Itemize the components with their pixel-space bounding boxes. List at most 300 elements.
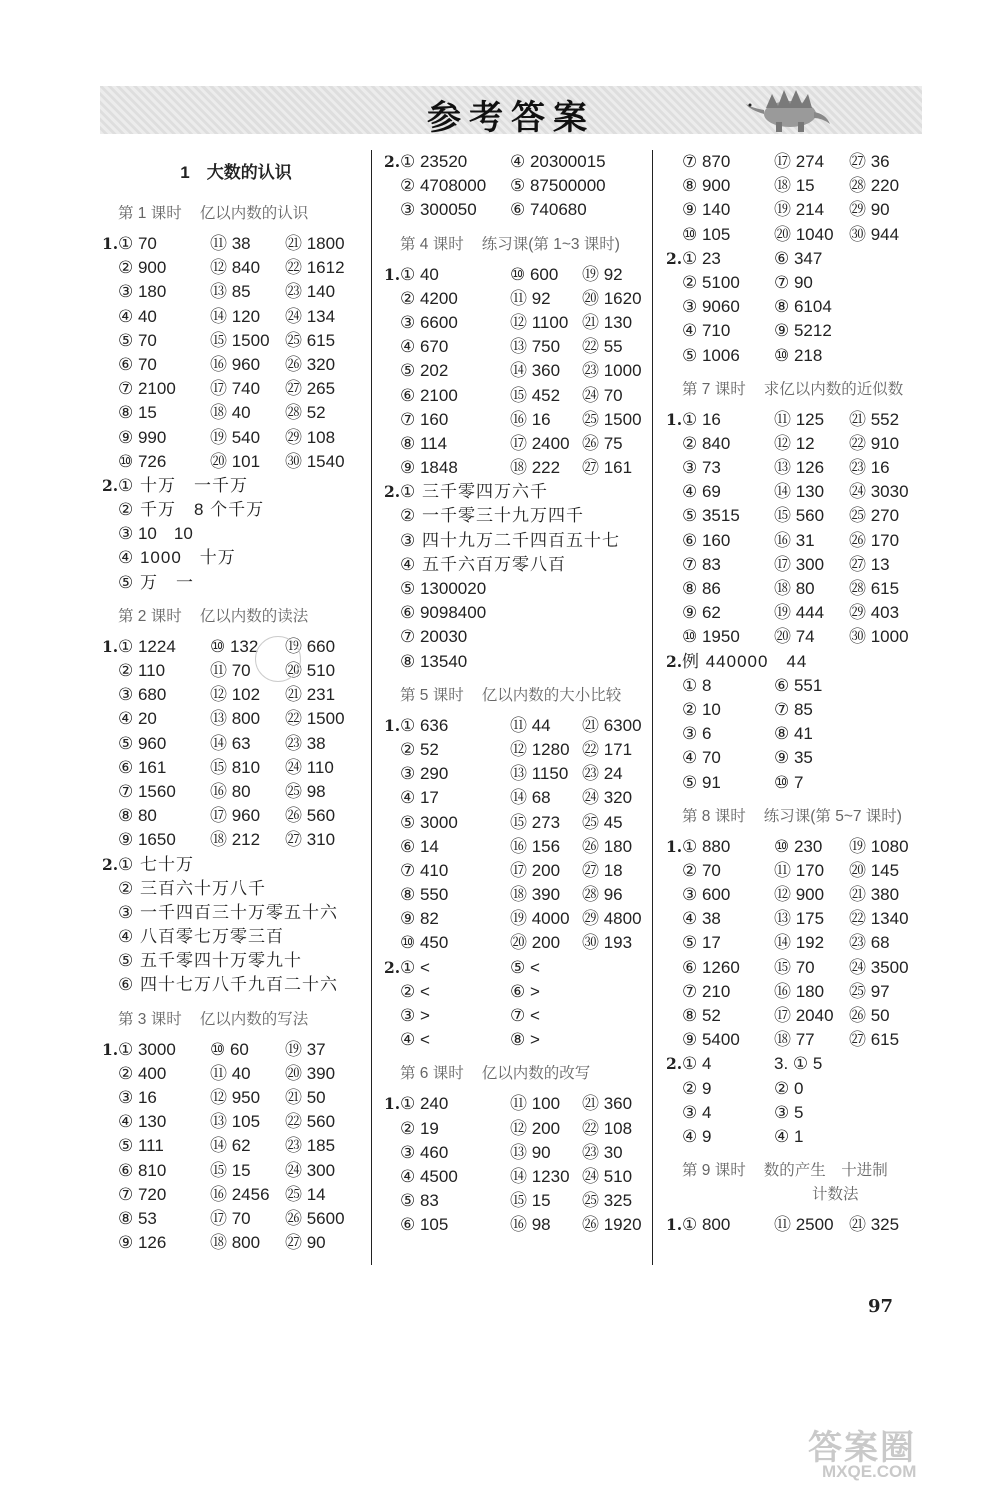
answer-item: ㉗ 310 xyxy=(285,830,336,850)
question-number: 1. xyxy=(666,409,683,429)
answer-item: ⑬ 1150 xyxy=(510,764,569,784)
answer-row xyxy=(382,553,654,577)
answer-item: ⑦ 410 xyxy=(400,860,449,880)
answer-item: ④ 38 xyxy=(682,909,721,929)
section-heading: 1 大数的认识 xyxy=(180,163,292,182)
answer-item: ⑦ 870 xyxy=(682,152,731,171)
answer-item: ⑥ 14 xyxy=(400,836,439,856)
answer-item: ② 19 xyxy=(400,1118,439,1138)
watermark-logo: 答案圈 xyxy=(808,1429,916,1467)
answer-item: ⑬ 126 xyxy=(774,458,825,478)
answer-item: ① 8 xyxy=(682,675,712,695)
answer-row xyxy=(100,377,372,401)
answer-item: ⑳ 101 xyxy=(210,451,261,471)
answer-row xyxy=(382,287,654,311)
answer-row xyxy=(382,956,654,980)
answer-item: ② < xyxy=(400,981,430,1001)
answer-item: ㉓ 140 xyxy=(285,282,336,302)
question-block xyxy=(664,650,936,795)
answer-row xyxy=(382,335,654,359)
answer-row xyxy=(664,883,936,907)
answer-item: ① 1224 xyxy=(118,636,176,656)
lesson-number: 第 3 课时 xyxy=(118,1010,182,1028)
answer-item: ⑤ 3000 xyxy=(400,812,458,832)
answer-row xyxy=(100,1183,372,1207)
answer-item: ② 110 xyxy=(118,661,166,680)
answer-row xyxy=(664,980,936,1004)
answer-item: ⑤ 70 xyxy=(118,330,157,350)
lesson-number: 第 8 课时 xyxy=(682,807,746,825)
answer-item: ⑥ 551 xyxy=(774,675,823,695)
answer-item: ㉕ 1500 xyxy=(582,409,642,429)
answer-row xyxy=(382,1213,654,1237)
answer-row xyxy=(100,546,372,570)
question-number: 1. xyxy=(666,836,683,856)
answer-item: ⑦ 160 xyxy=(400,409,449,429)
answer-item: ⑱ 15 xyxy=(774,176,815,196)
answer-item: ② 9 xyxy=(682,1078,712,1098)
answer-row xyxy=(100,707,372,731)
answer-row xyxy=(664,1028,936,1052)
answer-item: ⑩ 600 xyxy=(510,264,559,284)
question-number: 2. xyxy=(102,475,119,495)
answer-item: ① 七十万 xyxy=(118,854,194,874)
question-number: 1. xyxy=(102,1039,119,1059)
answer-item: ㉔ 110 xyxy=(285,757,334,777)
watermark xyxy=(808,1420,978,1480)
question-block xyxy=(382,1092,654,1237)
answer-item: ⑥ 740680 xyxy=(510,200,587,220)
answer-item: ⑮ 452 xyxy=(510,385,561,405)
answer-item: ② 5100 xyxy=(682,272,740,292)
answer-row xyxy=(382,150,654,174)
answer-item: ⑤ 3515 xyxy=(682,506,740,526)
answer-item: ㉙ 90 xyxy=(849,200,890,220)
answer-item: ⑦ < xyxy=(510,1006,540,1025)
answer-item: ㉘ 52 xyxy=(285,403,326,423)
answer-item: ⑫ 1280 xyxy=(510,739,570,759)
answer-item: ⑧ 80 xyxy=(118,806,157,826)
lesson-heading xyxy=(682,378,936,402)
question-block xyxy=(100,232,372,474)
answer-item: ① 800 xyxy=(682,1215,731,1235)
answer-item: ㉑ 325 xyxy=(849,1215,900,1235)
answer-item: ㉗ 265 xyxy=(285,379,336,399)
answer-item: ⑬ 90 xyxy=(510,1142,551,1162)
lesson-heading xyxy=(682,805,936,829)
answer-row xyxy=(664,859,936,883)
answer-item: ⑲ 660 xyxy=(285,636,336,656)
answer-item: ㉚ 1000 xyxy=(849,627,909,647)
answer-item: ⑦ 90 xyxy=(774,272,813,292)
question-number: 2. xyxy=(384,152,401,171)
answer-item: ㉔ 510 xyxy=(582,1166,633,1186)
question-block xyxy=(664,247,936,368)
answer-column-1 xyxy=(100,150,372,1255)
answer-item: ② 400 xyxy=(118,1063,167,1083)
answer-row xyxy=(382,762,654,786)
answer-item: ⑨ 1650 xyxy=(118,830,176,850)
answer-row xyxy=(382,1117,654,1141)
answer-item: ⑤ 87500000 xyxy=(510,176,606,196)
answer-row xyxy=(100,925,372,949)
answer-item: ⑤ 五千零四十万零九十 xyxy=(118,951,302,971)
answer-row xyxy=(100,522,372,546)
answer-row xyxy=(100,877,372,901)
answer-item: ① 40 xyxy=(400,264,439,284)
answer-item: ⑩ 726 xyxy=(118,451,167,471)
answer-item: ⑯ 960 xyxy=(210,354,261,374)
lesson-number: 第 2 课时 xyxy=(118,607,182,625)
answer-item: ⑯ 156 xyxy=(510,836,561,856)
answer-row xyxy=(664,344,936,368)
answer-item: ⑰ 70 xyxy=(210,1208,251,1228)
answer-item: ⑪ 38 xyxy=(210,234,251,253)
answer-item: ⑥ 810 xyxy=(118,1160,167,1180)
answer-item: ⑪ 40 xyxy=(210,1063,251,1083)
page-title: 参考答案 xyxy=(427,98,595,138)
answer-item: ⑨ 5212 xyxy=(774,321,832,341)
answer-item: ㉖ 1920 xyxy=(582,1215,642,1235)
answer-row xyxy=(100,780,372,804)
answer-item: ① 70 xyxy=(118,234,157,253)
answer-item: ⑬ 750 xyxy=(510,337,561,357)
answer-row xyxy=(100,949,372,973)
answer-row xyxy=(100,256,372,280)
lesson-heading xyxy=(682,1159,936,1207)
answer-item: ③ 6600 xyxy=(400,312,458,332)
answer-item: ㉑ 1800 xyxy=(285,234,345,253)
answer-item: ⑪ 92 xyxy=(510,288,551,308)
answer-row xyxy=(664,931,936,955)
answer-item: ⑦ 1560 xyxy=(118,781,176,801)
answer-item: ③ 10 10 xyxy=(118,524,193,544)
answer-item: ⑫ 1100 xyxy=(510,312,569,332)
answer-row xyxy=(100,973,372,997)
answer-item: ⑫ 200 xyxy=(510,1118,561,1138)
answer-row xyxy=(664,198,936,222)
answer-item: ② 一千零三十九万四千 xyxy=(400,506,584,526)
answer-item: ② 840 xyxy=(682,433,731,453)
answer-item: ⑫ 12 xyxy=(774,433,815,453)
answer-item: ⑯ 80 xyxy=(210,781,251,801)
answer-item: ㉚ 1540 xyxy=(285,451,345,471)
answer-row xyxy=(100,732,372,756)
answer-row xyxy=(664,150,936,174)
answer-row xyxy=(664,480,936,504)
answer-item: ② 52 xyxy=(400,739,439,759)
answer-item: ㉒ 560 xyxy=(285,1112,336,1132)
lesson-title: 亿以内数的认识 xyxy=(199,205,309,222)
answer-item: ㉘ 220 xyxy=(849,176,900,196)
question-number: 2. xyxy=(384,482,401,502)
answer-item: ① 4 xyxy=(682,1054,712,1074)
lesson-heading xyxy=(118,202,372,226)
answer-item: ⑭ 192 xyxy=(774,933,825,953)
answer-item: ㉔ 70 xyxy=(582,385,623,405)
answer-item: ⑭ 62 xyxy=(210,1136,251,1156)
answer-item: ② 10 xyxy=(682,699,721,719)
answer-item: ⑭ 130 xyxy=(774,482,825,502)
answer-item: ⑰ 274 xyxy=(774,152,825,171)
answer-item: ⑱ 212 xyxy=(210,830,261,850)
answer-row xyxy=(382,408,654,432)
answer-item: ④ 69 xyxy=(682,482,721,502)
answer-item: ⑰ 960 xyxy=(210,806,261,826)
answer-row xyxy=(382,650,654,674)
answer-row xyxy=(100,474,372,498)
answer-item: ㉘ 96 xyxy=(582,885,623,905)
answer-row xyxy=(382,384,654,408)
lesson-heading xyxy=(400,684,654,708)
answer-item: ⑳ 74 xyxy=(774,627,815,647)
answer-item: ⑳ 390 xyxy=(285,1063,336,1083)
answer-item: ⑪ 70 xyxy=(210,661,251,680)
question-block xyxy=(664,150,936,247)
answer-item: ⑥ 160 xyxy=(682,530,731,550)
answer-item: ⑩ 218 xyxy=(774,345,823,365)
dinosaur-icon xyxy=(742,80,832,136)
question-number: 2. xyxy=(384,957,401,977)
question-number: 1. xyxy=(102,234,119,253)
answer-row xyxy=(664,295,936,319)
question-block xyxy=(664,408,936,650)
answer-item: ⑤ 960 xyxy=(118,733,167,753)
answer-item: ⑩ 60 xyxy=(210,1039,249,1059)
answer-item: ① 636 xyxy=(400,715,449,735)
answer-item: ① 23 xyxy=(682,248,721,268)
lesson-title: 求亿以内数的近似数 xyxy=(763,380,904,398)
answer-item: ⑲ 37 xyxy=(285,1039,326,1059)
answer-item: ⑤ < xyxy=(510,957,540,977)
answer-row xyxy=(664,674,936,698)
answer-item: ⑧ 6104 xyxy=(774,297,832,317)
answer-row xyxy=(100,853,372,877)
answer-row xyxy=(664,408,936,432)
answer-row xyxy=(382,1092,654,1116)
answer-item: ⑦ 83 xyxy=(682,554,721,574)
answer-item: ⑨ 5400 xyxy=(682,1030,740,1050)
lesson-heading xyxy=(400,233,654,257)
answer-row xyxy=(664,553,936,577)
answer-row xyxy=(100,1231,372,1255)
answer-item: ⑯ 98 xyxy=(510,1215,551,1235)
question-number: 2. xyxy=(666,651,683,671)
answer-row xyxy=(382,907,654,931)
answer-item: ㉙ 403 xyxy=(849,603,900,623)
answer-item: ⑰ 740 xyxy=(210,379,261,399)
answer-item: ③ 73 xyxy=(682,458,721,478)
answer-item: ⑧ 53 xyxy=(118,1208,157,1228)
answer-item: ⑥ 9098400 xyxy=(400,603,487,623)
answer-item: ⑤ 万 一 xyxy=(118,572,194,592)
answer-item: ① < xyxy=(400,957,430,977)
answer-row xyxy=(664,746,936,770)
question-number: 2. xyxy=(666,248,683,268)
answer-item: ④ 五千六百万零八百 xyxy=(400,554,566,574)
answer-item: ⑧ 15 xyxy=(118,403,157,423)
answer-row xyxy=(100,401,372,425)
answer-row xyxy=(382,504,654,528)
answer-row xyxy=(664,907,936,931)
answer-item: ㉒ 1340 xyxy=(849,909,909,929)
answer-item: ② 千万 8 个千万 xyxy=(118,500,265,520)
answer-row xyxy=(664,698,936,722)
watermark-url: MXQE.COM xyxy=(822,1462,917,1481)
answer-item: ㉑ 231 xyxy=(285,685,336,705)
answer-item: ㉒ 55 xyxy=(582,337,623,357)
answer-item: ④ 40 xyxy=(118,306,157,326)
answer-item: ⑱ 390 xyxy=(510,885,561,905)
answer-item: ⑰ 200 xyxy=(510,860,561,880)
answer-row xyxy=(100,1038,372,1062)
answer-item: ㉒ 1612 xyxy=(285,258,345,278)
answer-row xyxy=(664,577,936,601)
answer-item: ㉔ 134 xyxy=(285,306,336,326)
answer-row xyxy=(382,263,654,287)
answer-row xyxy=(664,956,936,980)
answer-row xyxy=(664,771,936,795)
answer-row xyxy=(382,577,654,601)
answer-item: ㉒ 1500 xyxy=(285,709,345,729)
answer-item: ⑳ 1040 xyxy=(774,224,834,244)
answer-item: ㉓ 30 xyxy=(582,1142,623,1162)
answer-item: ③ 600 xyxy=(682,885,731,905)
answer-column-3 xyxy=(664,150,936,1237)
answer-item: ④ 70 xyxy=(682,748,721,768)
answer-row xyxy=(382,835,654,859)
answer-item: ① 880 xyxy=(682,836,731,856)
answer-item: ⑫ 840 xyxy=(210,258,261,278)
answer-row xyxy=(664,835,936,859)
question-block xyxy=(100,635,372,853)
answer-item: ⑬ 105 xyxy=(210,1112,261,1132)
answer-row xyxy=(382,359,654,383)
answer-item: ⑲ 540 xyxy=(210,427,261,447)
answer-item: ⑪ 2500 xyxy=(774,1215,834,1235)
answer-row xyxy=(664,174,936,198)
answer-item: ㉖ 50 xyxy=(849,1006,890,1025)
answer-row xyxy=(382,1004,654,1028)
answer-item: ㉓ 68 xyxy=(849,933,890,953)
lesson-title: 练习课(第 1~3 课时) xyxy=(481,235,620,253)
answer-item: ⑨ 1848 xyxy=(400,458,458,478)
answer-item: ㉕ 98 xyxy=(285,781,326,801)
answer-item: ① 三千零四万六千 xyxy=(400,482,548,502)
answer-item: ⑥ 70 xyxy=(118,354,157,374)
answer-row xyxy=(100,1207,372,1231)
answer-item: ⑳ 200 xyxy=(510,933,561,953)
answer-row xyxy=(100,1159,372,1183)
answer-item: ③ 300050 xyxy=(400,200,477,220)
answer-item: ⑫ 102 xyxy=(210,685,261,705)
answer-item: ⑲ 444 xyxy=(774,603,825,623)
answer-item: ㉗ 161 xyxy=(582,458,633,478)
answer-item: ⑮ 1500 xyxy=(210,330,270,350)
answer-row xyxy=(100,426,372,450)
lesson-number: 第 9 课时 xyxy=(682,1162,746,1180)
answer-row xyxy=(382,456,654,480)
answer-item: ㉚ 193 xyxy=(582,933,633,953)
answer-item: ⑪ 125 xyxy=(774,409,825,429)
answer-item: ⑮ 15 xyxy=(510,1191,551,1211)
answer-item: ⑨ 35 xyxy=(774,748,813,768)
answer-row xyxy=(664,504,936,528)
answer-row xyxy=(100,353,372,377)
answer-row xyxy=(664,625,936,649)
answer-item: ㉓ 16 xyxy=(849,458,890,478)
answer-item: ㉗ 36 xyxy=(849,152,890,171)
question-block xyxy=(382,714,654,956)
answer-item: ③ 6 xyxy=(682,724,712,744)
answer-item: ⑳ 145 xyxy=(849,860,900,880)
answer-item: ⑱ 222 xyxy=(510,458,561,478)
answer-item: ⑮ 810 xyxy=(210,757,261,777)
answer-item: ⑩ 7 xyxy=(774,772,804,792)
answer-row xyxy=(382,311,654,335)
answer-item: ⑤ 111 xyxy=(118,1136,164,1156)
answer-item: ⑤ 91 xyxy=(682,772,721,792)
answer-item: ⑧ 13540 xyxy=(400,651,468,671)
answer-item: ⑥ > xyxy=(510,981,540,1001)
question-number: 2. xyxy=(102,854,119,874)
answer-item: ④ 1000 十万 xyxy=(118,548,236,568)
lesson-title: 亿以内数的写法 xyxy=(199,1010,309,1028)
answer-item: ① 3000 xyxy=(118,1039,176,1059)
answer-item: ⑧ 900 xyxy=(682,176,731,196)
answer-row xyxy=(382,625,654,649)
lesson-number: 第 6 课时 xyxy=(400,1065,464,1083)
answer-row xyxy=(100,1062,372,1086)
answer-item: ㉔ 3500 xyxy=(849,957,909,977)
lesson-title: 亿以内数的改写 xyxy=(481,1065,591,1083)
question-number: 1. xyxy=(666,1215,683,1235)
lesson-title: 数的产生 十进制 xyxy=(763,1162,888,1180)
answer-row xyxy=(664,601,936,625)
lesson-title: 亿以内数的大小比较 xyxy=(481,686,622,704)
answer-item: ② 70 xyxy=(682,860,721,880)
lesson-title: 练习课(第 5~7 课时) xyxy=(763,807,902,825)
answer-row xyxy=(382,1141,654,1165)
answer-item: ③ 5 xyxy=(774,1102,804,1122)
answer-item: ⑭ 1230 xyxy=(510,1166,570,1186)
answer-row xyxy=(382,174,654,198)
answer-item: ⑭ 120 xyxy=(210,306,261,326)
answer-item: ① 十万 一千万 xyxy=(118,475,248,495)
answer-item: ⑨ 82 xyxy=(400,909,439,929)
answer-row xyxy=(382,1189,654,1213)
answer-row xyxy=(664,247,936,271)
question-number: 1. xyxy=(384,1094,401,1114)
answer-item: ⑰ 300 xyxy=(774,554,825,574)
answer-item: ㉑ 552 xyxy=(849,409,900,429)
answer-item: ⑨ 126 xyxy=(118,1233,167,1253)
answer-item: ㉕ 615 xyxy=(285,330,336,350)
question-block xyxy=(100,474,372,595)
answer-row xyxy=(100,659,372,683)
answer-item: ㉓ 185 xyxy=(285,1136,336,1156)
answer-item: ③ 9060 xyxy=(682,297,740,317)
answer-row xyxy=(100,828,372,852)
answer-item: ⑩ 230 xyxy=(774,836,823,856)
answer-row xyxy=(664,1004,936,1028)
title-banner xyxy=(100,86,922,138)
answer-item: ⑰ 2400 xyxy=(510,433,570,453)
answer-row xyxy=(664,223,936,247)
answer-row xyxy=(664,529,936,553)
answer-item: ㉖ 320 xyxy=(285,354,336,374)
answer-row xyxy=(100,571,372,595)
